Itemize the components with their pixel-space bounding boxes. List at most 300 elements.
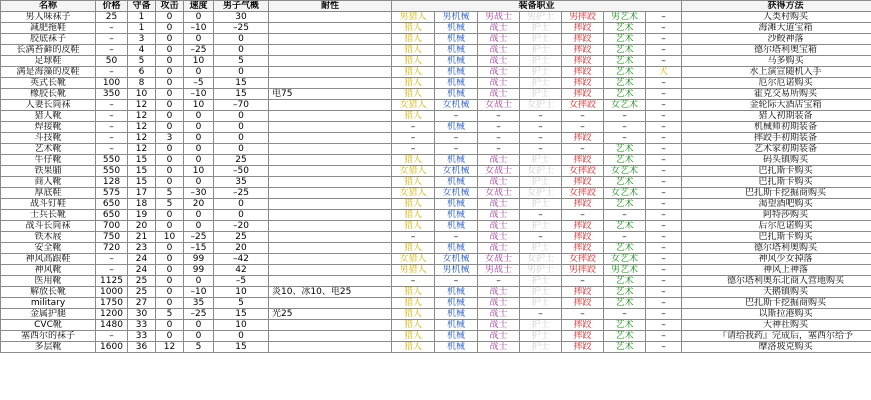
item-source: 机械师初期装备 bbox=[682, 122, 871, 133]
job-cell-dog: – bbox=[646, 155, 682, 166]
job-cell-fighter: 女摔跤 bbox=[562, 100, 604, 111]
job-cell-guard: – bbox=[520, 232, 562, 243]
table-row[interactable] bbox=[1, 23, 871, 34]
job-cell-artist: 艺术 bbox=[604, 144, 646, 155]
job-cell-guard: 护士 bbox=[520, 23, 562, 34]
job-cell-dog: – bbox=[646, 122, 682, 133]
item-speed: –30 bbox=[184, 188, 214, 199]
job-cell-warrior: 男战士 bbox=[478, 265, 520, 276]
header-manliness[interactable]: 男子气概 bbox=[214, 1, 269, 12]
item-durability bbox=[269, 232, 392, 243]
job-cell-mech: – bbox=[435, 144, 478, 155]
item-name: 英式长靴 bbox=[1, 78, 96, 89]
job-cell-dog: – bbox=[646, 188, 682, 199]
item-name: military bbox=[1, 298, 96, 309]
job-cell-artist: 艺术 bbox=[604, 89, 646, 100]
item-durability bbox=[269, 67, 392, 78]
job-cell-guard: 女护士 bbox=[520, 166, 562, 177]
job-cell-hunter: 女猎人 bbox=[392, 254, 435, 265]
job-cell-hunter: 猎人 bbox=[392, 67, 435, 78]
job-cell-hunter: – bbox=[392, 122, 435, 133]
job-cell-mech: 机械 bbox=[435, 177, 478, 188]
item-name: 厚底鞋 bbox=[1, 188, 96, 199]
item-attack: 0 bbox=[156, 276, 184, 287]
job-cell-mech: 男机械 bbox=[435, 265, 478, 276]
job-cell-mech: 机械 bbox=[435, 342, 478, 353]
item-name: 人妻长筒袜 bbox=[1, 100, 96, 111]
job-cell-artist: 女艺术 bbox=[604, 166, 646, 177]
job-cell-fighter: – bbox=[562, 122, 604, 133]
header-attack[interactable]: 攻击 bbox=[156, 1, 184, 12]
job-cell-hunter: 女猎人 bbox=[392, 188, 435, 199]
job-cell-dog: – bbox=[646, 12, 682, 23]
item-durability bbox=[269, 298, 392, 309]
job-cell-artist: 艺术 bbox=[604, 34, 646, 45]
job-cell-dog: – bbox=[646, 56, 682, 67]
job-cell-artist: 艺术 bbox=[604, 78, 646, 89]
item-price: 575 bbox=[96, 188, 128, 199]
table-row[interactable] bbox=[1, 265, 871, 276]
job-cell-hunter: 猎人 bbox=[392, 243, 435, 254]
item-price: – bbox=[96, 100, 128, 111]
item-source: 猎人初期装备 bbox=[682, 111, 871, 122]
job-cell-artist: – bbox=[604, 232, 646, 243]
job-cell-hunter: 女猎人 bbox=[392, 166, 435, 177]
item-speed: 0 bbox=[184, 276, 214, 287]
item-speed: 99 bbox=[184, 265, 214, 276]
job-cell-guard: 护士 bbox=[520, 78, 562, 89]
job-cell-artist: – bbox=[604, 309, 646, 320]
table-row[interactable] bbox=[1, 166, 871, 177]
item-durability bbox=[269, 221, 392, 232]
job-cell-guard: – bbox=[520, 133, 562, 144]
job-cell-dog: – bbox=[646, 276, 682, 287]
job-cell-fighter: 女摔跤 bbox=[562, 188, 604, 199]
item-price: – bbox=[96, 34, 128, 45]
job-cell-mech: – bbox=[435, 276, 478, 287]
job-cell-artist: – bbox=[604, 111, 646, 122]
job-cell-hunter: 猎人 bbox=[392, 221, 435, 232]
item-price: 1125 bbox=[96, 276, 128, 287]
header-price[interactable]: 价格 bbox=[96, 1, 128, 12]
job-cell-artist: 艺术 bbox=[604, 243, 646, 254]
header-jobs[interactable]: 装备职业 bbox=[392, 1, 682, 12]
job-cell-hunter: 猎人 bbox=[392, 155, 435, 166]
table-row[interactable] bbox=[1, 56, 871, 67]
item-speed: 0 bbox=[184, 331, 214, 342]
job-cell-mech: 机械 bbox=[435, 331, 478, 342]
item-attack: 0 bbox=[156, 221, 184, 232]
job-cell-dog: – bbox=[646, 199, 682, 210]
job-cell-dog: – bbox=[646, 320, 682, 331]
item-price: 50 bbox=[96, 56, 128, 67]
item-price: – bbox=[96, 144, 128, 155]
job-cell-fighter: 摔跤 bbox=[562, 342, 604, 353]
item-durability: 光25 bbox=[269, 309, 392, 320]
item-manliness: 42 bbox=[214, 265, 269, 276]
item-source: 巴扎斯卡挖掘商购买 bbox=[682, 188, 871, 199]
item-defense: 1 bbox=[128, 12, 156, 23]
table-row[interactable] bbox=[1, 342, 871, 353]
job-cell-hunter: 男猎人 bbox=[392, 265, 435, 276]
item-source: 阿特莎购买 bbox=[682, 210, 871, 221]
job-cell-artist: 艺术 bbox=[604, 298, 646, 309]
item-defense: 23 bbox=[128, 243, 156, 254]
job-cell-mech: 女机械 bbox=[435, 100, 478, 111]
job-cell-guard: 男护士 bbox=[520, 12, 562, 23]
job-cell-guard: 女护士 bbox=[520, 254, 562, 265]
table-row[interactable] bbox=[1, 67, 871, 78]
item-price: 1480 bbox=[96, 320, 128, 331]
item-defense: 4 bbox=[128, 45, 156, 56]
item-attack: 0 bbox=[156, 100, 184, 111]
job-cell-artist: 艺术 bbox=[604, 331, 646, 342]
job-cell-warrior: 战士 bbox=[478, 23, 520, 34]
job-cell-fighter: 摔跤 bbox=[562, 67, 604, 78]
table-row[interactable] bbox=[1, 89, 871, 100]
item-durability bbox=[269, 243, 392, 254]
item-attack: 0 bbox=[156, 210, 184, 221]
item-source: 大神社购买 bbox=[682, 320, 871, 331]
item-name: 牛仔靴 bbox=[1, 155, 96, 166]
header-defense[interactable]: 守备 bbox=[128, 1, 156, 12]
table-row[interactable] bbox=[1, 254, 871, 265]
item-name: 神风靴 bbox=[1, 265, 96, 276]
job-cell-artist: 艺术 bbox=[604, 287, 646, 298]
item-speed: 0 bbox=[184, 210, 214, 221]
job-cell-artist: 艺术 bbox=[604, 45, 646, 56]
job-cell-warrior: 战士 bbox=[478, 155, 520, 166]
job-cell-dog: – bbox=[646, 45, 682, 56]
item-name: 足球鞋 bbox=[1, 56, 96, 67]
table-row[interactable] bbox=[1, 34, 871, 45]
job-cell-mech: 机械 bbox=[435, 287, 478, 298]
item-source: 沙鲛神落 bbox=[682, 34, 871, 45]
item-price: 1200 bbox=[96, 309, 128, 320]
job-cell-warrior: – bbox=[478, 122, 520, 133]
table-row[interactable] bbox=[1, 144, 871, 155]
item-defense: 12 bbox=[128, 122, 156, 133]
item-manliness: 0 bbox=[214, 331, 269, 342]
item-manliness: 5 bbox=[214, 298, 269, 309]
item-price: – bbox=[96, 254, 128, 265]
item-price: 25 bbox=[96, 12, 128, 23]
item-manliness: 0 bbox=[214, 199, 269, 210]
job-cell-mech: 男机械 bbox=[435, 12, 478, 23]
table-row[interactable] bbox=[1, 276, 871, 287]
job-cell-warrior: 战士 bbox=[478, 34, 520, 45]
job-cell-dog: – bbox=[646, 111, 682, 122]
item-durability bbox=[269, 56, 392, 67]
table-row[interactable] bbox=[1, 221, 871, 232]
item-attack: 0 bbox=[156, 243, 184, 254]
item-manliness: 35 bbox=[214, 177, 269, 188]
job-cell-guard: 护士 bbox=[520, 276, 562, 287]
job-cell-guard: 男护士 bbox=[520, 265, 562, 276]
job-cell-artist: 艺术 bbox=[604, 320, 646, 331]
job-cell-dog: – bbox=[646, 342, 682, 353]
job-cell-guard: 护士 bbox=[520, 342, 562, 353]
item-durability bbox=[269, 34, 392, 45]
item-speed: 0 bbox=[184, 221, 214, 232]
job-cell-dog: – bbox=[646, 331, 682, 342]
item-durability bbox=[269, 133, 392, 144]
job-cell-guard: 护士 bbox=[520, 221, 562, 232]
item-attack: 5 bbox=[156, 188, 184, 199]
item-defense: 33 bbox=[128, 320, 156, 331]
item-attack: 0 bbox=[156, 12, 184, 23]
item-durability bbox=[269, 210, 392, 221]
item-price: – bbox=[96, 111, 128, 122]
item-defense: 24 bbox=[128, 265, 156, 276]
item-defense: 33 bbox=[128, 331, 156, 342]
job-cell-hunter: 猎人 bbox=[392, 45, 435, 56]
job-cell-warrior: 女战士 bbox=[478, 254, 520, 265]
item-name: 满是海藻的皮鞋 bbox=[1, 67, 96, 78]
table-row[interactable] bbox=[1, 188, 871, 199]
job-cell-mech: 机械 bbox=[435, 221, 478, 232]
job-cell-fighter: 男摔跤 bbox=[562, 12, 604, 23]
table-row[interactable] bbox=[1, 111, 871, 122]
job-cell-guard: 护士 bbox=[520, 331, 562, 342]
job-cell-guard: – bbox=[520, 210, 562, 221]
job-cell-dog: – bbox=[646, 78, 682, 89]
job-cell-warrior: 战士 bbox=[478, 298, 520, 309]
job-cell-hunter: 猎人 bbox=[392, 56, 435, 67]
item-attack: 0 bbox=[156, 331, 184, 342]
table-row[interactable] bbox=[1, 298, 871, 309]
job-cell-warrior: 女战士 bbox=[478, 188, 520, 199]
job-cell-artist: 艺术 bbox=[604, 221, 646, 232]
table-row[interactable] bbox=[1, 309, 871, 320]
job-cell-hunter: 女猎人 bbox=[392, 100, 435, 111]
item-price: – bbox=[96, 23, 128, 34]
job-cell-mech: 机械 bbox=[435, 309, 478, 320]
item-manliness: –70 bbox=[214, 100, 269, 111]
item-source: 马多购买 bbox=[682, 56, 871, 67]
item-defense: 30 bbox=[128, 309, 156, 320]
item-speed: 10 bbox=[184, 166, 214, 177]
table-row[interactable] bbox=[1, 232, 871, 243]
item-defense: 5 bbox=[128, 56, 156, 67]
job-cell-guard: – bbox=[520, 144, 562, 155]
item-price: – bbox=[96, 45, 128, 56]
item-speed: 0 bbox=[184, 111, 214, 122]
item-defense: 20 bbox=[128, 221, 156, 232]
header-speed[interactable]: 速度 bbox=[184, 1, 214, 12]
job-cell-guard: 护士 bbox=[520, 199, 562, 210]
table-row[interactable] bbox=[1, 45, 871, 56]
item-defense: 12 bbox=[128, 144, 156, 155]
table-row[interactable] bbox=[1, 100, 871, 111]
item-name: 解放长靴 bbox=[1, 287, 96, 298]
item-price: 750 bbox=[96, 232, 128, 243]
job-cell-mech: – bbox=[435, 232, 478, 243]
job-cell-guard: – bbox=[520, 309, 562, 320]
job-cell-mech: 机械 bbox=[435, 320, 478, 331]
item-defense: 25 bbox=[128, 276, 156, 287]
job-cell-fighter: 摔跤 bbox=[562, 78, 604, 89]
job-cell-mech: 女机械 bbox=[435, 254, 478, 265]
job-cell-artist: 男艺术 bbox=[604, 12, 646, 23]
item-defense: 12 bbox=[128, 133, 156, 144]
job-cell-artist: 男艺术 bbox=[604, 265, 646, 276]
item-attack: 0 bbox=[156, 254, 184, 265]
table-row[interactable] bbox=[1, 199, 871, 210]
header-name[interactable]: 名称 bbox=[1, 1, 96, 12]
table-row[interactable] bbox=[1, 177, 871, 188]
job-cell-hunter: – bbox=[392, 133, 435, 144]
item-manliness: 0 bbox=[214, 45, 269, 56]
item-speed: 10 bbox=[184, 100, 214, 111]
job-cell-mech: 机械 bbox=[435, 23, 478, 34]
job-cell-artist: 艺术 bbox=[604, 342, 646, 353]
job-cell-fighter: 摔跤 bbox=[562, 155, 604, 166]
item-speed: 0 bbox=[184, 155, 214, 166]
job-cell-mech: 机械 bbox=[435, 89, 478, 100]
job-cell-guard: 护士 bbox=[520, 243, 562, 254]
job-cell-fighter: 摔跤 bbox=[562, 221, 604, 232]
job-cell-warrior: 战士 bbox=[478, 243, 520, 254]
item-durability bbox=[269, 320, 392, 331]
job-cell-hunter: 猎人 bbox=[392, 342, 435, 353]
job-cell-hunter: 猎人 bbox=[392, 34, 435, 45]
item-speed: 0 bbox=[184, 34, 214, 45]
job-cell-guard: 女护士 bbox=[520, 188, 562, 199]
header-source[interactable]: 获得方法 bbox=[682, 1, 871, 12]
job-cell-artist: 艺术 bbox=[604, 155, 646, 166]
job-cell-artist: 艺术 bbox=[604, 67, 646, 78]
item-attack: 0 bbox=[156, 23, 184, 34]
job-cell-artist: 女艺术 bbox=[604, 254, 646, 265]
item-durability bbox=[269, 166, 392, 177]
item-manliness: 10 bbox=[214, 287, 269, 298]
item-name: 男人味袜子 bbox=[1, 12, 96, 23]
job-cell-mech: 女机械 bbox=[435, 166, 478, 177]
job-cell-dog: – bbox=[646, 254, 682, 265]
item-source: 码头镇购买 bbox=[682, 155, 871, 166]
item-durability bbox=[269, 12, 392, 23]
job-cell-guard: 女护士 bbox=[520, 100, 562, 111]
item-manliness: –5 bbox=[214, 276, 269, 287]
item-manliness: –42 bbox=[214, 254, 269, 265]
job-cell-warrior: – bbox=[478, 144, 520, 155]
job-cell-mech: 机械 bbox=[435, 210, 478, 221]
job-cell-dog: – bbox=[646, 34, 682, 45]
item-source: 神风少女掉落 bbox=[682, 254, 871, 265]
job-cell-hunter: 猎人 bbox=[392, 287, 435, 298]
item-price: 650 bbox=[96, 210, 128, 221]
job-cell-dog: – bbox=[646, 298, 682, 309]
item-name: 长满苔藓的皮鞋 bbox=[1, 45, 96, 56]
job-cell-artist: – bbox=[604, 210, 646, 221]
item-speed: –5 bbox=[184, 78, 214, 89]
table-row[interactable] bbox=[1, 287, 871, 298]
job-cell-guard: 护士 bbox=[520, 177, 562, 188]
item-source: 人类村购买 bbox=[682, 12, 871, 23]
table-row[interactable] bbox=[1, 210, 871, 221]
job-cell-fighter: – bbox=[562, 144, 604, 155]
job-cell-mech: 机械 bbox=[435, 78, 478, 89]
item-attack: 0 bbox=[156, 89, 184, 100]
item-durability bbox=[269, 111, 392, 122]
job-cell-hunter: 猎人 bbox=[392, 298, 435, 309]
item-name: 焊接靴 bbox=[1, 122, 96, 133]
item-defense: 19 bbox=[128, 210, 156, 221]
job-cell-artist: 女艺术 bbox=[604, 100, 646, 111]
table-row[interactable] bbox=[1, 12, 871, 23]
header-durability[interactable]: 耐性 bbox=[269, 1, 392, 12]
table-row[interactable] bbox=[1, 78, 871, 89]
table-row[interactable] bbox=[1, 133, 871, 144]
table-row[interactable] bbox=[1, 122, 871, 133]
table-row[interactable] bbox=[1, 320, 871, 331]
table-row[interactable] bbox=[1, 331, 871, 342]
item-attack: 0 bbox=[156, 56, 184, 67]
item-durability bbox=[269, 331, 392, 342]
item-attack: 12 bbox=[156, 342, 184, 353]
job-cell-hunter: 猎人 bbox=[392, 78, 435, 89]
job-cell-mech: – bbox=[435, 111, 478, 122]
job-cell-dog: – bbox=[646, 309, 682, 320]
item-manliness: 0 bbox=[214, 67, 269, 78]
item-defense: 6 bbox=[128, 67, 156, 78]
table-row[interactable] bbox=[1, 155, 871, 166]
item-durability bbox=[269, 199, 392, 210]
job-cell-hunter: 猎人 bbox=[392, 320, 435, 331]
item-speed: 0 bbox=[184, 133, 214, 144]
table-row[interactable] bbox=[1, 243, 871, 254]
job-cell-dog: – bbox=[646, 89, 682, 100]
job-cell-fighter: 摔跤 bbox=[562, 287, 604, 298]
item-speed: –15 bbox=[184, 243, 214, 254]
job-cell-fighter: 摔跤 bbox=[562, 243, 604, 254]
item-attack: 0 bbox=[156, 320, 184, 331]
job-cell-hunter: – bbox=[392, 144, 435, 155]
job-cell-guard: – bbox=[520, 122, 562, 133]
item-manliness: 15 bbox=[214, 309, 269, 320]
job-cell-warrior: 女战士 bbox=[478, 100, 520, 111]
item-name: 胶底袜子 bbox=[1, 34, 96, 45]
item-name: 商人靴 bbox=[1, 177, 96, 188]
item-manliness: –25 bbox=[214, 188, 269, 199]
job-cell-hunter: 猎人 bbox=[392, 111, 435, 122]
job-cell-warrior: 战士 bbox=[478, 56, 520, 67]
item-attack: 0 bbox=[156, 111, 184, 122]
item-source: 水上演宣随机入手 bbox=[682, 67, 871, 78]
job-cell-mech: 机械 bbox=[435, 298, 478, 309]
job-cell-artist: – bbox=[604, 133, 646, 144]
item-defense: 10 bbox=[128, 89, 156, 100]
job-cell-fighter: 摔跤 bbox=[562, 133, 604, 144]
job-cell-fighter: 摔跤 bbox=[562, 89, 604, 100]
item-manliness: 15 bbox=[214, 89, 269, 100]
job-cell-fighter: 摔跤 bbox=[562, 199, 604, 210]
item-manliness: 20 bbox=[214, 243, 269, 254]
job-cell-hunter: 猎人 bbox=[392, 210, 435, 221]
item-attack: 0 bbox=[156, 287, 184, 298]
item-price: – bbox=[96, 133, 128, 144]
item-attack: 0 bbox=[156, 298, 184, 309]
item-manliness: 0 bbox=[214, 111, 269, 122]
item-name: 战斗长筒袜 bbox=[1, 221, 96, 232]
item-name: 多层靴 bbox=[1, 342, 96, 353]
job-cell-dog: – bbox=[646, 133, 682, 144]
item-durability: 炎10、冰10、电25 bbox=[269, 287, 392, 298]
item-defense: 18 bbox=[128, 199, 156, 210]
job-cell-fighter: 摔跤 bbox=[562, 331, 604, 342]
job-cell-guard: 护士 bbox=[520, 155, 562, 166]
